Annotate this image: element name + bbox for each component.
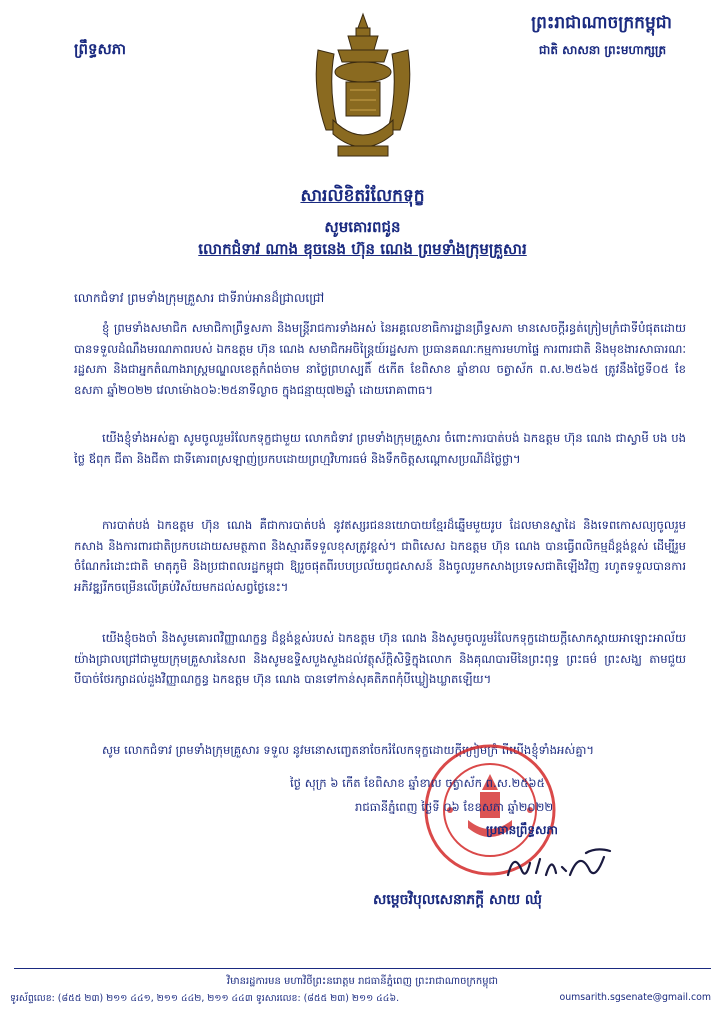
royal-arms-emblem-icon — [308, 10, 418, 170]
document-title: សារលិខិតរំលែកទុក្ខ — [300, 186, 425, 206]
handwritten-signature — [500, 845, 620, 885]
footer-email: oumsarith.sgsenate@gmail.com — [559, 992, 711, 1003]
footer-address: វិមានរដ្ឋការមន មហាវិថីព្រះនរោត្តម រាជធានីភ្នំពេញ ព្រះរាជាណាចក្រកម្ពុជា — [226, 976, 499, 987]
national-motto: ជាតិ សាសនា ព្រះមហាក្សត្រ — [538, 43, 667, 57]
signer-name: សម្ដេចវិបុលសេនាភក្តី សាយ ឈុំ — [372, 892, 543, 908]
footer-divider — [14, 968, 711, 969]
body-paragraph: សូម លោកជំទាវ ព្រមទាំងក្រុមគ្រួសារ ទទួល នូវមនោសញ្ចេតនាចែករំលែកទុក្ខដោយក្ដីក្រៀមក្រំ ពីយើងខ្ញុំទាំងអស់គ្នា។ — [102, 743, 595, 757]
body-paragraph: ខ្ញុំ ព្រមទាំងសមាជិក សមាជិកាព្រឹទ្ធសភា និងមន្ត្រីរាជការទាំងអស់ នៃអគ្គលេខាធិការដ្ឋានព្រឹទ្ធសភា មានសេចក្តីរន្ធត់ក្រៀមក្រំជាទីបំផុតដោយបានទទួលដំណឹងមរណភាពរបស់ ឯកឧត្តម ហ៊ុន ណេង សមាជិកអចិន្ត្រៃយ៍រដ្ឋសភា ប្រធានគណៈកម្មការមហាផ្ទៃ ការពារជាតិ និងមុខងារសាធារណៈរដ្ឋសភា និងជាអ្នកតំណាងរាស្ត្រមណ្ឌលខេត្តកំពង់ចាម នាថ្ងៃព្រហស្បតិ៍ ៥កើត ខែពិសាខ ឆ្នាំខាល ចត្វាស័ក ព.ស.២៥៦៥ ត្រូវនឹងថ្ងៃទី០៥ ខែឧសភា ឆ្នាំ២០២២ វេលាម៉ោង០៦:២៥នាទីល្ងាច ក្នុងជន្មាយុ៧២ឆ្នាំ ដោយរោគាពាធ។ — [74, 321, 686, 397]
body-paragraph: ការបាត់បង់ ឯកឧត្តម ហ៊ុន ណេង គឺជាការបាត់បង់ នូវឥស្សរជននយោបាយខ្មែរដ៏ឆ្នើមមួយរូប ដែលមានស្នាដៃ និងទេពកោសល្យចូលរួមកសាង និងការពារជាតិប្រកបដោយសមត្ថភាព និងស្មារតីទទួលខុសត្រូវខ្ពស់។ ជាពិសេស ឯកឧត្តម ហ៊ុន ណេង បានធ្វើពលិកម្មដ៏ខ្ពង់ខ្ពស់ ដើម្បីរួមចំណែករំដោះជាតិ មាតុភូមិ និងប្រជាពលរដ្ឋកម្ពុជា ឱ្យរួចផុតពីរបបប្រល័យពូជសាសន៍ និងចូលរួមកសាងប្រទេសជាតិឡើងវិញ រហូតទទួលបានការអភិវឌ្ឍរីកចម្រើនលើគ្រប់វិស័យមកដល់សព្វថ្ងៃនេះ។ — [74, 518, 686, 594]
institution-label: ព្រឹទ្ធសភា — [74, 40, 127, 58]
body-paragraph: យើងខ្ញុំចងចាំ និងសូមគោរពវិញ្ញាណក្ខន្ធ ដ៏ខ្ពង់ខ្ពស់របស់ ឯកឧត្តម ហ៊ុន ណេង និងសូមចូលរួមរំលែកទុក្ខដោយក្ដីសោកស្ដាយអាឡោះអាល័យយ៉ាងជ្រាលជ្រៅជាមួយក្រុមគ្រួសារនៃសព និងសូមឧទ្ទិសបួងសួងដល់វត្ថុស័ក្ដិសិទ្ធិក្នុងលោក និងគុណបារមីនៃព្រះពុទ្ធ ព្រះធម៌ ព្រះសង្ឃ តាមជួយបីបាច់ថែរក្សាដល់ដួងវិញ្ញាណក្ខន្ធ ឯកឧត្តម ហ៊ុន ណេង បានទៅកាន់សុគតិភពកុំបីឃ្លៀងឃ្លាតឡើយ។ — [74, 631, 686, 686]
lunar-date-line: ថ្ងៃ សុក្រ ៦ កើត ខែពិសាខ ឆ្នាំខាល ចត្វាស័ក ព.ស.២៥៦៥ — [290, 776, 545, 790]
sender-title: ប្រធានព្រឹទ្ធសភា — [486, 823, 558, 837]
place-date-line: រាជធានីភ្នំពេញ ថ្ងៃទី ០៦ ខែឧសភា ឆ្នាំ២០២២ — [355, 800, 554, 814]
addressee-name: លោកជំទាវ ណាង ឌុចនេង ហ៊ុន ណេង ព្រមទាំងក្រុមគ្រួសារ — [198, 240, 527, 258]
body-paragraph: យើងខ្ញុំទាំងអស់គ្នា សូមចូលរួមរំលែកទុក្ខជាមួយ លោកជំទាវ ព្រមទាំងក្រុមគ្រួសារ ចំពោះការបាត់បង់ ឯកឧត្តម ហ៊ុន ណេង ជាស្វាមី បង បងថ្លៃ ឪពុក ជីតា និងជីតា ជាទីគោរពស្រឡាញ់ប្រកបដោយព្រហ្មវិហារធម៌ និងទឹកចិត្តសណ្ដោសប្រណីដ៏ថ្លៃថ្លា។ — [74, 431, 686, 466]
salutation: លោកជំទាវ ព្រមទាំងក្រុមគ្រួសារ ជាទីរាប់អានដ៏ជ្រាលជ្រៅ — [74, 291, 325, 305]
footer-phone-fax: ទូរស័ព្ទលេខ: (៨៥៥ ២៣) ២១១ ៤៤១, ២១១ ៤៤២, ២១១ ៤៤៣ ទូរសារលេខ: (៨៥៥ ២៣) ២១១ ៤៤៦. — [10, 993, 400, 1004]
addressee-greeting: សូមគោរពជូន — [324, 218, 401, 236]
kingdom-title: ព្រះរាជាណាចក្រកម្ពុជា — [531, 13, 672, 33]
